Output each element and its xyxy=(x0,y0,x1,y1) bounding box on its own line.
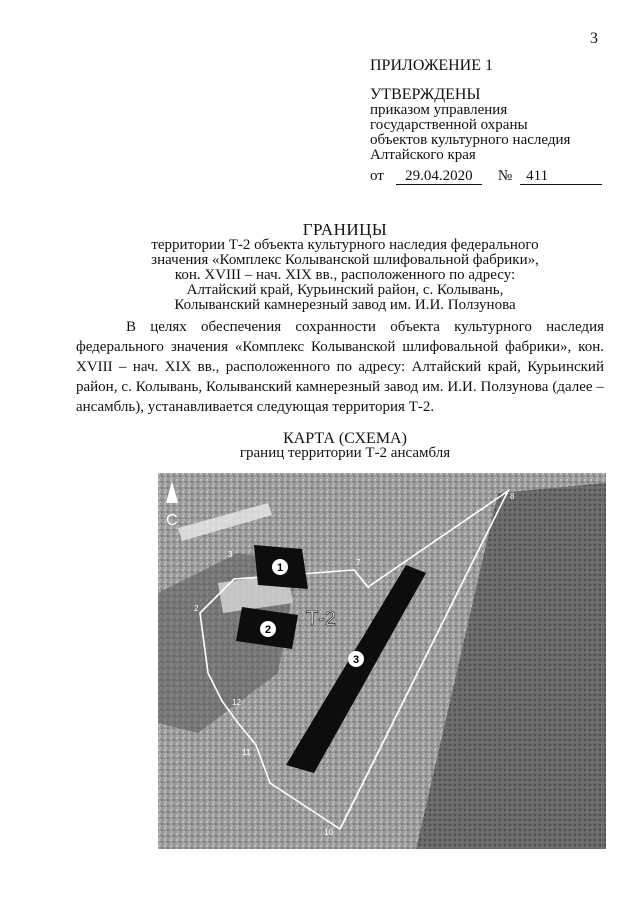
number-prefix: № xyxy=(497,168,513,184)
point-label: 11 xyxy=(242,748,251,757)
approval-org-line: объектов культурного наследия xyxy=(370,132,571,148)
territory-label: Т-2 xyxy=(306,608,336,630)
point-label: 2 xyxy=(194,604,199,613)
point-label: 10 xyxy=(324,828,333,837)
object-2-marker xyxy=(260,621,276,637)
object-2-label: 2 xyxy=(264,624,272,636)
map-title: КАРТА (СХЕМА) xyxy=(283,430,407,447)
document-heading xyxy=(80,222,610,313)
approval-org-line: приказом управления xyxy=(370,102,508,118)
heading-line: Алтайский край, Курьинский район, с. Колывань, xyxy=(186,282,504,298)
heading-line: Колыванский камнерезный завод им. И.И. Ползунова xyxy=(174,297,516,313)
intro-paragraph: В целях обеспечения сохранности объекта культурного наследия федерального значения «Комплекс Колыванской шлифовальной фабрики», кон. XVIII – нач. XIX вв., расположенного по адресу: Алтайский край, Курьинский район, с. Колывань, Колыванский камнерезный завод им. И.И. Ползунова (далее – ансамбль), устанавливается следующая территория Т-2. xyxy=(76,319,604,415)
object-3-label: 3 xyxy=(352,654,360,666)
point-label: 7 xyxy=(356,558,361,567)
order-row xyxy=(370,169,620,185)
approved-label: УТВЕРЖДЕНЫ xyxy=(370,86,481,103)
order-number: 411 xyxy=(520,169,602,185)
order-date: 29.04.2020 xyxy=(396,169,482,185)
object-1-label: 1 xyxy=(276,562,284,574)
map-subtitle: границ территории Т-2 ансамбля xyxy=(239,445,451,461)
heading-line: территории Т-2 объекта культурного наследия федерального xyxy=(151,237,539,253)
point-label: 8 xyxy=(510,492,515,501)
date-prefix: от xyxy=(370,168,384,184)
appendix-label: ПРИЛОЖЕНИЕ 1 xyxy=(370,57,494,74)
point-label: 3 xyxy=(228,550,233,559)
approval-org-line: Алтайского края xyxy=(370,147,476,163)
approval-org-line: государственной охраны xyxy=(370,117,528,133)
heading-title: ГРАНИЦЫ xyxy=(302,220,388,239)
territory-map xyxy=(158,473,606,849)
page-number: 3 xyxy=(590,30,598,47)
approval-block xyxy=(370,58,620,185)
heading-line: кон. XVIII – нач. XIX вв., расположенного по адресу: xyxy=(174,267,516,283)
object-1-marker xyxy=(272,559,288,575)
object-3-marker xyxy=(348,651,364,667)
point-label: 12 xyxy=(232,698,241,707)
map-caption xyxy=(80,431,610,461)
heading-line: значения «Комплекс Колыванской шлифовальной фабрики», xyxy=(151,252,539,268)
north-label: С xyxy=(166,512,178,529)
